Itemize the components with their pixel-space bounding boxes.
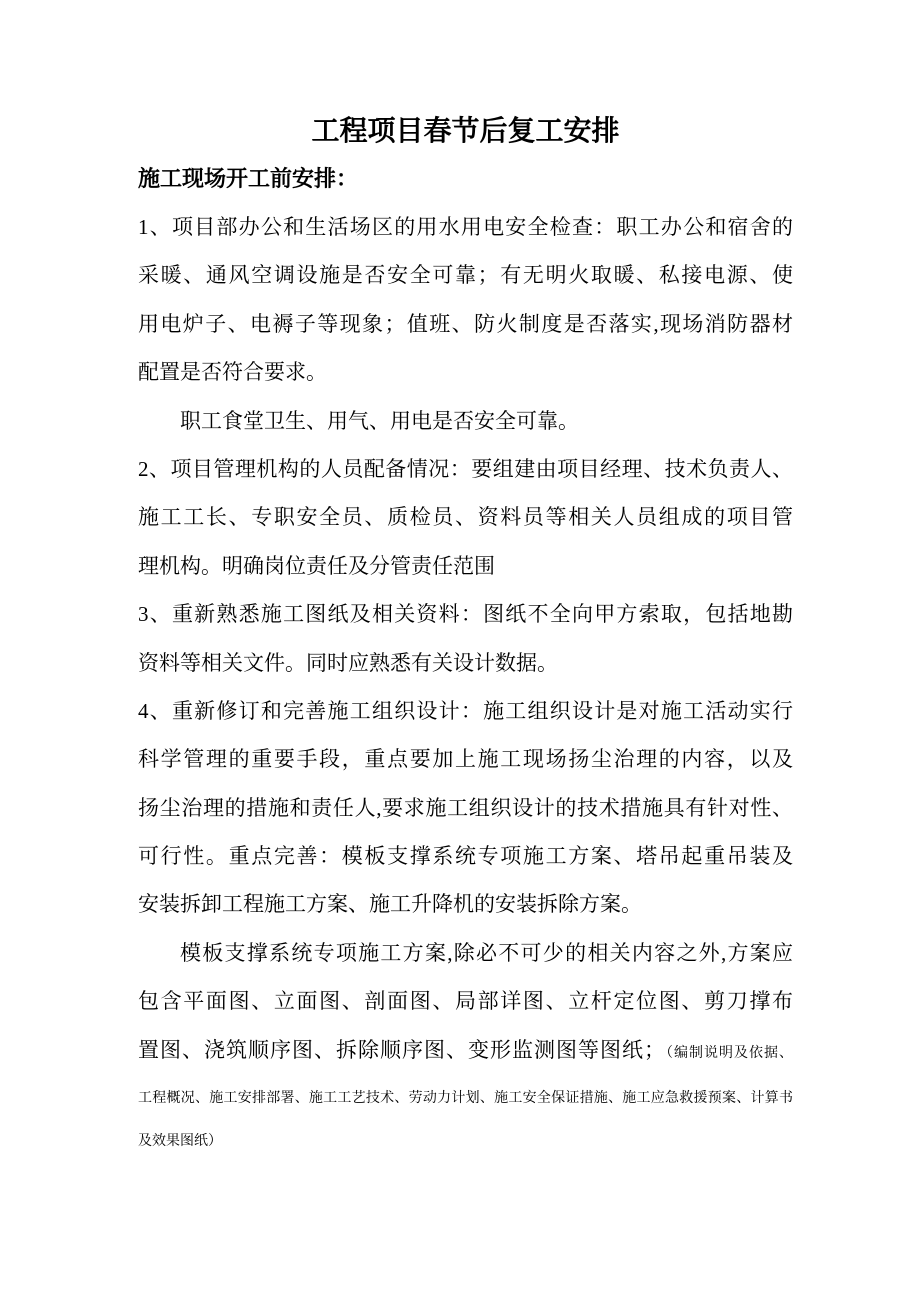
small-text-segment: 工程概况、施工安排部署、施工工艺技术、劳动力计划、施工安全保证措施、施工应急救援预案、计算书 — [138, 1091, 793, 1107]
text-segment: 职工食堂卫生、用气、用电是否安全可靠。 — [180, 408, 579, 433]
text-segment: 3、重新熟悉施工图纸及相关资料：图纸不全向甲方索取，包括地勘 — [138, 602, 793, 627]
section-heading: 施工现场开工前安排： — [138, 166, 359, 191]
document-line — [138, 687, 793, 735]
document-line — [138, 832, 793, 880]
document-line — [138, 929, 793, 977]
document-line — [138, 1026, 793, 1074]
text-segment: 用电炉子、电褥子等现象；值班、防火制度是否落实,现场消防器材 — [138, 311, 793, 336]
text-segment: 1、项目部办公和生活场区的用水用电安全检查：职工办公和宿舍的 — [138, 215, 793, 239]
text-segment: 4、重新修订和完善施工组织设计：施工组织设计是对施工活动实行 — [138, 698, 793, 723]
text-segment: 资料等相关文件。同时应熟悉有关设计数据。 — [138, 650, 558, 675]
document-line — [138, 397, 793, 445]
document-line — [138, 784, 793, 832]
text-segment: 模板支撑系统专项施工方案,除必不可少的相关内容之外,方案应 — [180, 940, 793, 965]
text-segment: 配置是否符合要求。 — [138, 360, 327, 385]
document-body — [138, 203, 793, 1160]
document-line — [138, 1074, 793, 1117]
small-text-segment: （编制说明及依据、 — [665, 1045, 793, 1061]
document-line — [138, 639, 793, 687]
text-segment: 包含平面图、立面图、剖面图、局部详图、立杆定位图、剪刀撑布 — [138, 989, 793, 1014]
document-line — [138, 348, 793, 396]
text-segment: 扬尘治理的措施和责任人,要求施工组织设计的技术措施具有针对性、 — [138, 795, 793, 820]
text-segment: 理机构。明确岗位责任及分管责任范围 — [138, 553, 495, 578]
text-segment: 可行性。重点完善：模板支撑系统专项施工方案、塔吊起重吊装及 — [138, 844, 793, 869]
text-segment: 置图、浇筑顺序图、拆除顺序图、变形监测图等图纸； — [138, 1037, 665, 1062]
document-line — [138, 542, 793, 590]
document-line — [138, 590, 793, 638]
document-line — [138, 203, 793, 251]
document-line — [138, 251, 793, 299]
document-line — [138, 493, 793, 541]
text-segment: 施工工长、专职安全员、质检员、资料员等相关人员组成的项目管 — [138, 505, 793, 530]
document-line — [138, 880, 793, 928]
document-line — [138, 300, 793, 348]
document-title: 工程项目春节后复工安排 — [311, 116, 620, 147]
text-segment: 采暖、通风空调设施是否安全可靠；有无明火取暖、私接电源、使 — [138, 263, 793, 288]
document-line — [138, 1117, 793, 1160]
document-line — [138, 445, 793, 493]
document-line — [138, 735, 793, 783]
document-line — [138, 977, 793, 1025]
small-text-segment: 及效果图纸） — [138, 1134, 222, 1150]
text-segment: 2、项目管理机构的人员配备情况：要组建由项目经理、技术负责人、 — [138, 456, 793, 481]
text-segment: 安装拆卸工程施工方案、施工升降机的安装拆除方案。 — [138, 892, 642, 917]
text-segment: 科学管理的重要手段，重点要加上施工现场扬尘治理的内容，以及 — [138, 747, 793, 772]
